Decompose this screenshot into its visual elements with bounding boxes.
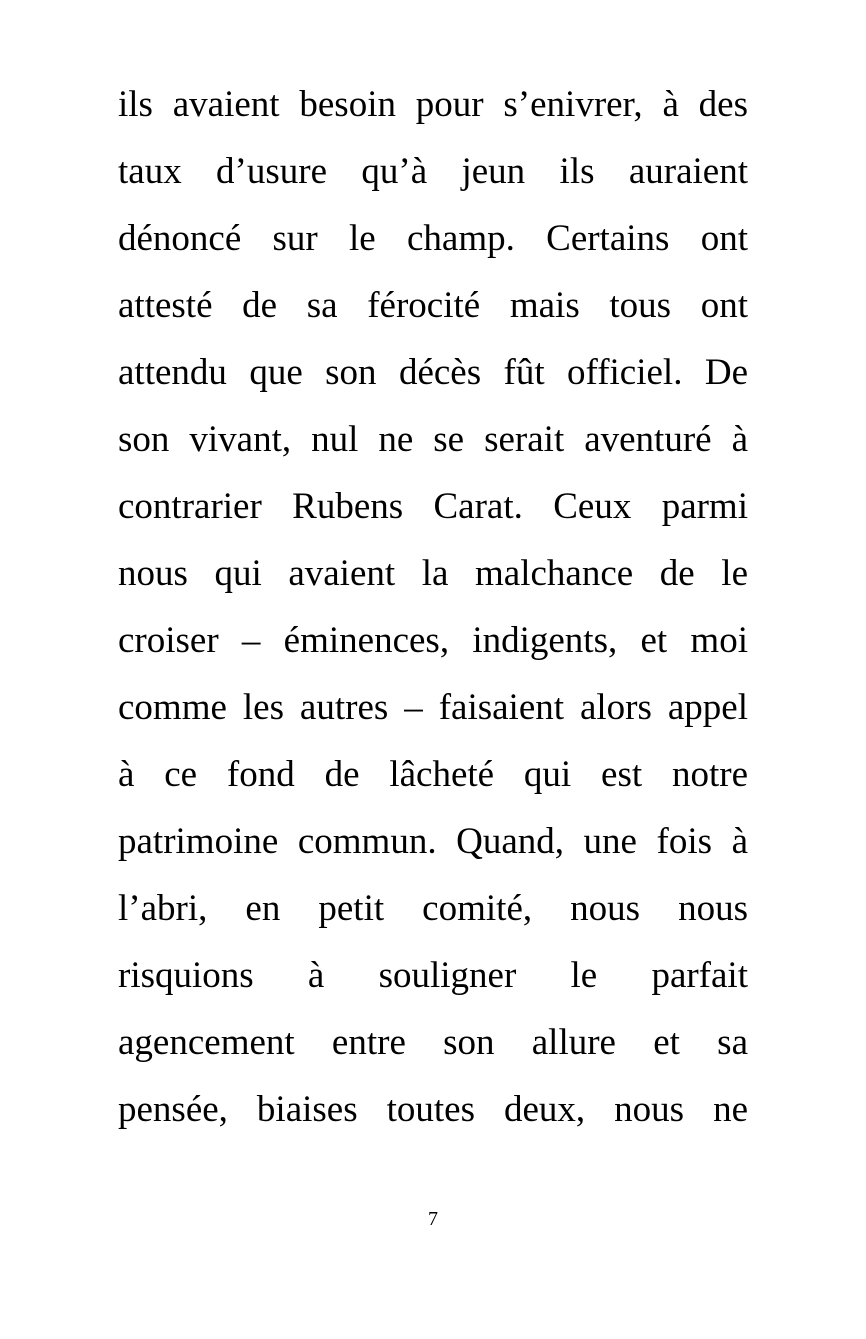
text-line: comme les autres – faisaient alors appel [118,687,748,728]
text-line: son vivant, nul ne se serait aventuré à [118,419,748,460]
text-line: dénoncé sur le champ. Certains ont [118,218,748,259]
text-line: l’abri, en petit comité, nous nous [118,888,748,929]
body-text [118,71,748,1143]
text-line: à ce fond de lâcheté qui est notre [118,754,748,795]
text-line: croiser – éminences, indigents, et moi [118,620,748,661]
text-line: patrimoine commun. Quand, une fois à [118,821,748,862]
text-line: ils avaient besoin pour s’enivrer, à des [118,84,748,125]
text-line: contrarier Rubens Carat. Ceux parmi [118,486,748,527]
text-line: nous qui avaient la malchance de le [118,553,748,594]
text-line: pensée, biaises toutes deux, nous ne [118,1089,748,1130]
text-line: attesté de sa férocité mais tous ont [118,285,748,326]
text-line: attendu que son décès fût officiel. De [118,352,748,393]
text-line: risquions à souligner le parfait [118,955,748,996]
text-line: taux d’usure qu’à jeun ils auraient [118,151,748,192]
text-line: agencement entre son allure et sa [118,1022,748,1063]
page-number: 7 [428,1208,438,1230]
